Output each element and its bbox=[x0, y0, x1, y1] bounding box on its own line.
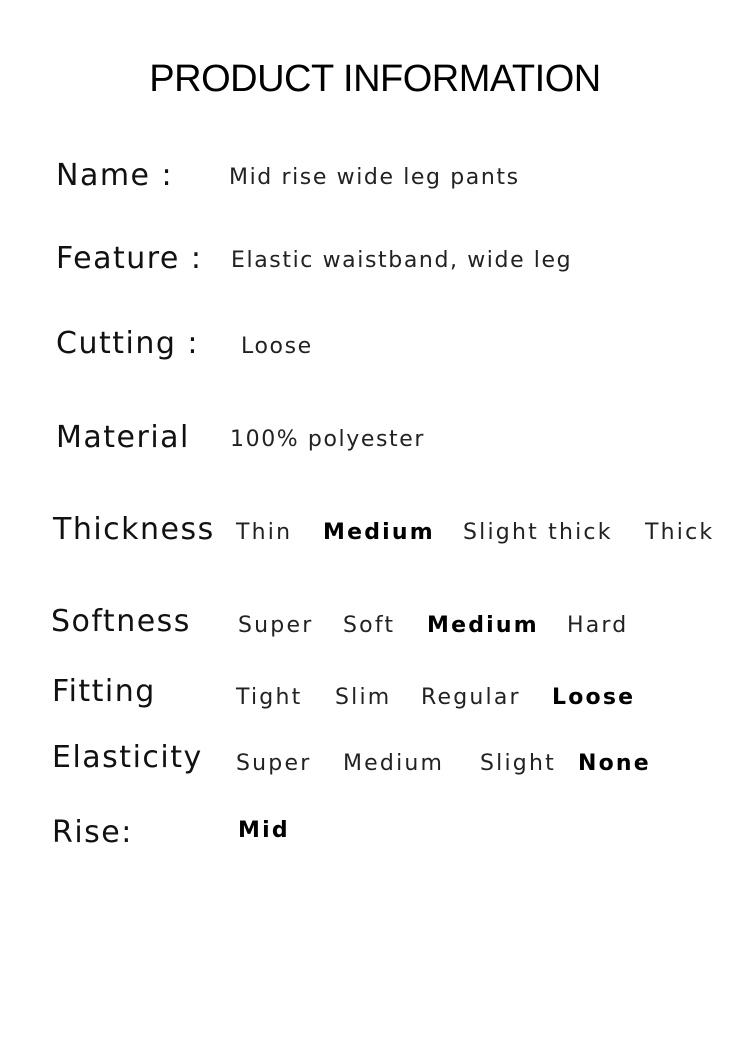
feature-label: Feature : bbox=[56, 241, 203, 276]
thickness-label: Thickness bbox=[53, 512, 215, 547]
cutting-value: Loose bbox=[241, 334, 313, 359]
elasticity-option-medium: Medium bbox=[343, 751, 445, 776]
fitting-option-tight: Tight bbox=[236, 685, 303, 710]
softness-option-medium: Medium bbox=[427, 613, 539, 638]
rise-label: Rise: bbox=[52, 815, 133, 850]
rise-value: Mid bbox=[238, 818, 290, 843]
thickness-option-medium: Medium bbox=[323, 520, 435, 545]
elasticity-option-slight: Slight bbox=[480, 751, 556, 776]
fitting-option-slim: Slim bbox=[335, 685, 392, 710]
elasticity-label: Elasticity bbox=[52, 740, 203, 775]
softness-option-soft: Soft bbox=[343, 613, 396, 638]
feature-value: Elastic waistband, wide leg bbox=[231, 248, 573, 273]
softness-option-hard: Hard bbox=[567, 613, 629, 638]
elasticity-option-none: None bbox=[578, 751, 651, 776]
fitting-label: Fitting bbox=[52, 674, 156, 709]
thickness-option-thin: Thin bbox=[236, 520, 293, 545]
softness-label: Softness bbox=[51, 604, 191, 639]
thickness-option-thick: Thick bbox=[645, 520, 715, 545]
fitting-option-regular: Regular bbox=[421, 685, 521, 710]
material-label: Material bbox=[56, 420, 190, 455]
fitting-option-loose: Loose bbox=[552, 685, 636, 710]
elasticity-option-super: Super bbox=[236, 751, 312, 776]
name-label: Name : bbox=[56, 158, 174, 193]
name-value: Mid rise wide leg pants bbox=[229, 165, 520, 190]
material-value: 100% polyester bbox=[230, 427, 426, 452]
softness-option-super: Super bbox=[238, 613, 314, 638]
thickness-option-slight-thick: Slight thick bbox=[463, 520, 613, 545]
page-title: PRODUCT INFORMATION bbox=[149, 58, 601, 100]
cutting-label: Cutting : bbox=[56, 326, 200, 361]
